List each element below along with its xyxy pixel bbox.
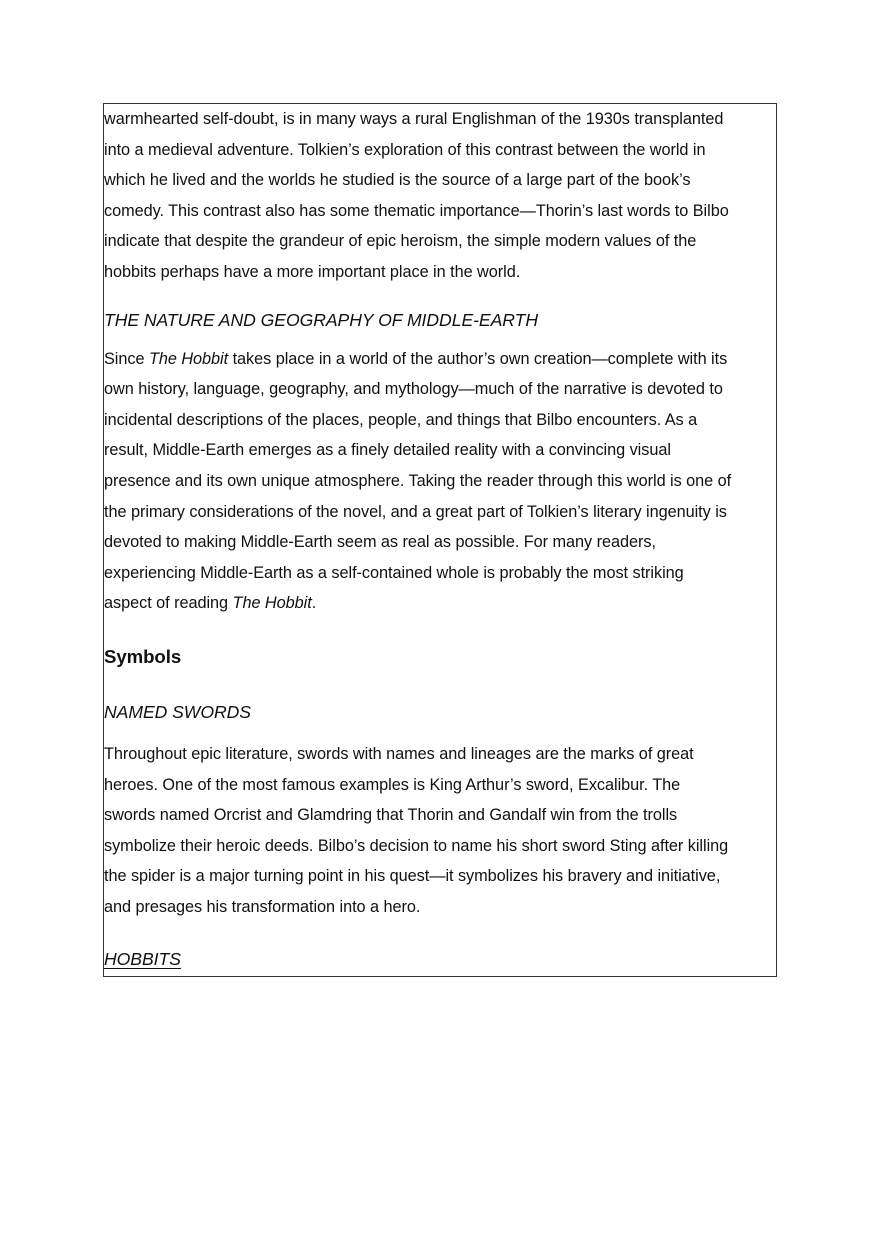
named-swords-heading: NAMED SWORDS [104,701,251,722]
nature-geography-heading: THE NATURE AND GEOGRAPHY OF MIDDLE-EARTH [104,309,538,330]
named-swords-paragraph: Throughout epic literature, swords with names and lineages are the marks of great heroes. One of the most famous examples is King Arthur’s sword, Excalibur. The swords named Orcrist and Glamdring that Thorin and Gandalf win from the trolls symbolize their heroic deeds. Bilbo’s decision to name his short sword Sting after killing the spider is a major turning point in his quest—it symbolizes his bravery and initiative, and presages his transformation into a hero. [104,744,729,916]
book-title-1: The Hobbit [148,349,229,368]
symbols-heading: Symbols [104,645,182,667]
nature-geography-paragraph [104,344,777,619]
nature-paragraph-end: . [311,594,317,613]
intro-paragraph: warmhearted self-doubt, is in many ways a rural Englishman of the 1930s transplanted into a medieval adventure. Tolkien’s exploration of this contrast between the world in which he lived and the worlds he studied is the source of a large part of the book’s comedy. This contrast also has some thematic importance—Thorin’s last words to Bilbo indicate that despite the grandeur of epic heroism, the simple modern values of the hobbits perhaps have a more important place in the world. [104,110,729,281]
nature-paragraph-start: Since [104,349,149,368]
document-content [104,104,777,974]
book-title-2: The Hobbit [232,594,312,613]
document-frame [103,103,777,977]
nature-paragraph-mid: takes place in a world of the author’s own creation—complete with its own history, language, geography, and mythology—much of the narrative is devoted to incidental descriptions of the places, people, and things that Bilbo encounters. As a result, Middle-Earth emerges as a finely detailed reality with a convincing visual presence and its own unique atmosphere. Taking the reader through this world is one of the primary considerations of the novel, and a great part of Tolkien’s literary ingenuity is devoted to making Middle-Earth seem as real as possible. For many readers, experiencing Middle-Earth as a self-contained whole is probably the most striking aspect of reading [104,349,732,613]
hobbits-heading: HOBBITS [104,949,181,970]
